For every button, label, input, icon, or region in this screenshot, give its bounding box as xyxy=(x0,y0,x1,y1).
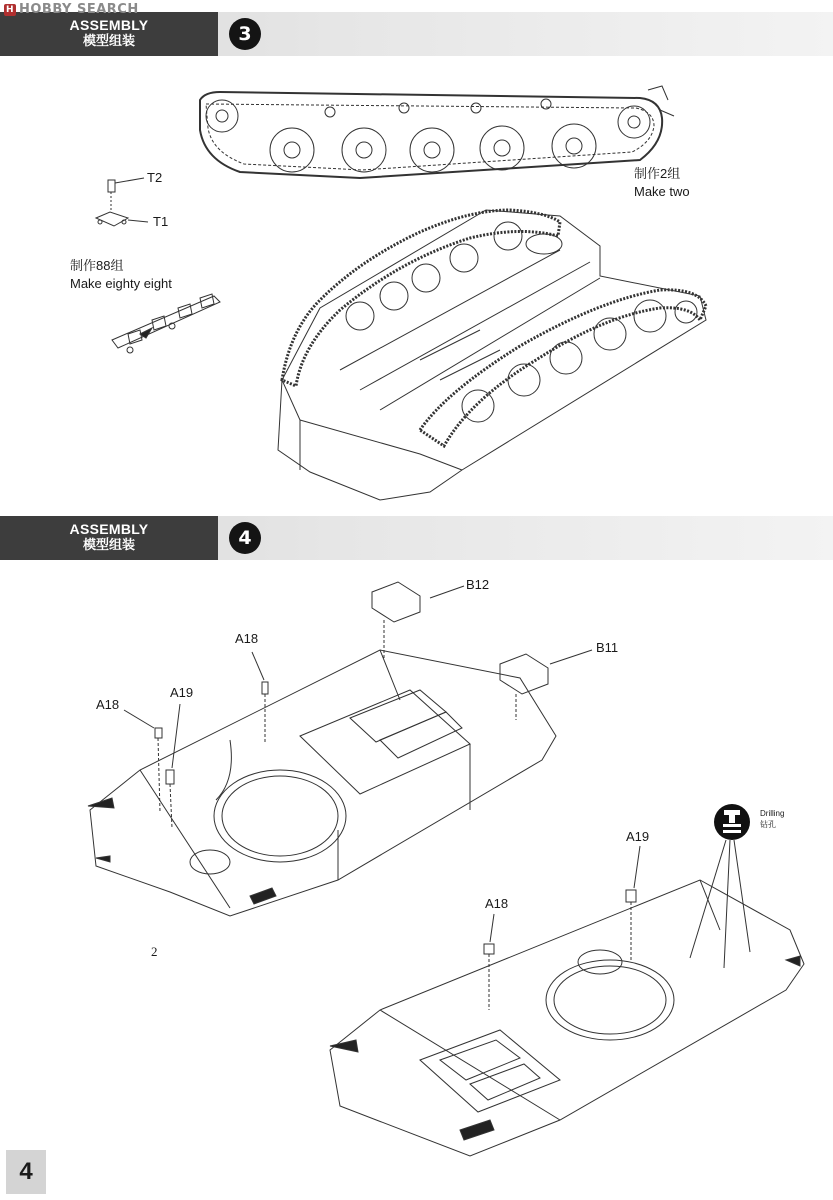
watermark-text: HOBBY SEARCH xyxy=(19,2,139,17)
assembly-title-zh: 模型组装 xyxy=(82,33,135,48)
part-label-a18: A18 xyxy=(235,631,259,646)
hobby-search-logo-icon: H xyxy=(5,5,15,15)
note-zh: 制作2组 xyxy=(634,166,681,181)
quantity-note-tracks xyxy=(70,257,172,293)
page-number: 4 xyxy=(6,1150,46,1194)
hull-with-tracks xyxy=(278,210,706,500)
drilling-label-en: Drilling xyxy=(760,809,785,818)
part-label-t1: T1 xyxy=(153,214,169,229)
stray-mark: 2 xyxy=(151,944,158,959)
hull-floor-upper xyxy=(88,650,556,916)
assembly-title-zh: 模型组装 xyxy=(82,537,135,552)
note-en: Make two xyxy=(634,184,690,199)
drilling-label xyxy=(760,808,784,830)
small-parts-lower xyxy=(484,840,750,1010)
part-label-b12: B12 xyxy=(466,577,490,592)
watermark xyxy=(4,2,139,17)
assembly-title-en: ASSEMBLY xyxy=(69,521,149,537)
track-link-parts xyxy=(96,178,148,226)
track-side-view xyxy=(200,86,674,178)
quantity-note-wheels xyxy=(634,165,690,201)
drill-icon xyxy=(712,802,752,842)
part-label-b11: B11 xyxy=(596,640,619,655)
step-number: 3 xyxy=(229,18,261,50)
small-parts-upper xyxy=(124,582,592,828)
hull-floor-lower xyxy=(330,880,804,1156)
note-zh: 制作88组 xyxy=(70,258,124,273)
part-label-a18: A18 xyxy=(485,896,509,911)
part-label-a19: A19 xyxy=(170,685,194,700)
step-number: 4 xyxy=(229,522,261,554)
part-label-a19: A19 xyxy=(626,829,650,844)
assembly-title-en: ASSEMBLY xyxy=(69,17,149,33)
part-label-a18: A18 xyxy=(96,697,120,712)
drilling-label-zh: 钻孔 xyxy=(760,820,776,829)
note-en: Make eighty eight xyxy=(70,276,172,291)
track-link-strip xyxy=(112,294,220,353)
part-label-t2: T2 xyxy=(147,170,163,185)
